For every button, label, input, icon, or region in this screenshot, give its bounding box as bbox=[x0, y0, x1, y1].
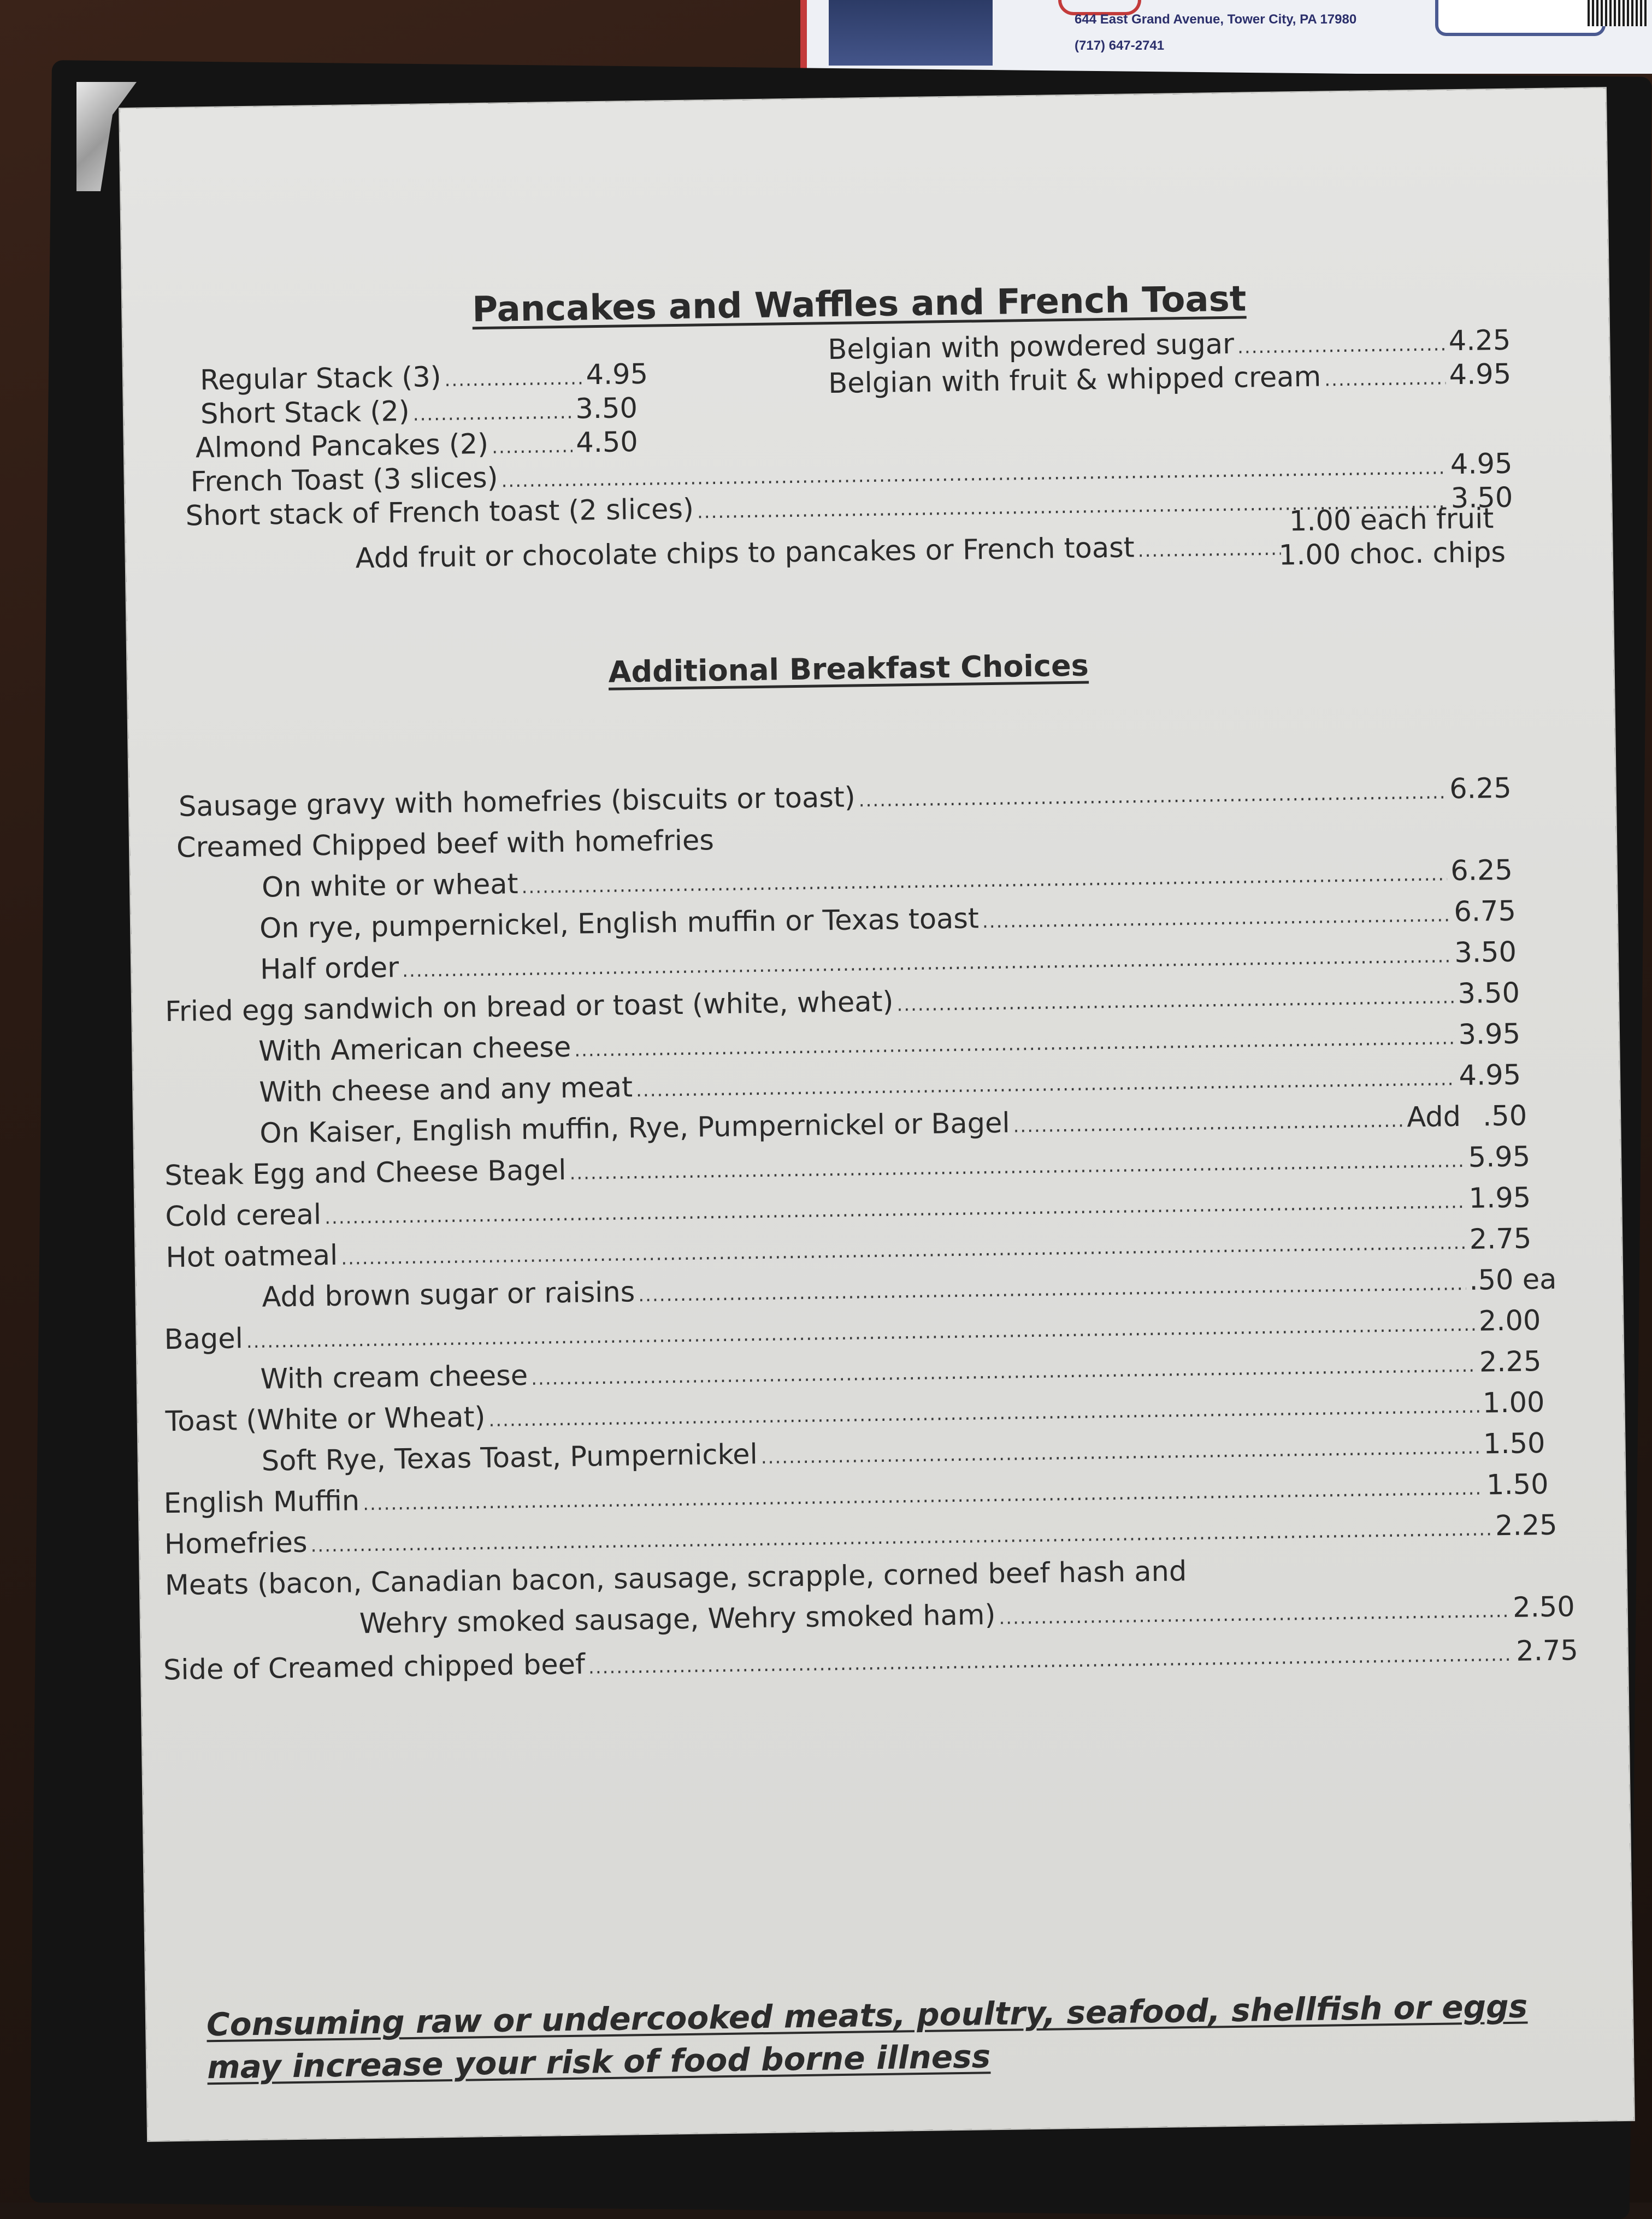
item-extra: Add bbox=[1406, 1101, 1461, 1134]
menu-item bbox=[359, 1591, 1576, 1640]
item-price: 6.25 bbox=[1450, 854, 1513, 888]
item-price: 4.50 bbox=[575, 426, 639, 459]
item-price: 4.25 bbox=[1448, 324, 1511, 358]
dot-leader bbox=[638, 1273, 1466, 1306]
menu-item bbox=[200, 392, 638, 430]
item-price: .50 bbox=[1482, 1100, 1527, 1133]
menu-item bbox=[261, 1427, 1545, 1478]
menu-item bbox=[176, 813, 1510, 864]
item-price: 2.25 bbox=[1479, 1345, 1542, 1379]
item-label: Bagel bbox=[164, 1323, 244, 1356]
item-price: 3.50 bbox=[1450, 481, 1513, 515]
item-label: Soft Rye, Texas Toast, Pumpernickel bbox=[261, 1438, 758, 1478]
menu-item bbox=[200, 358, 648, 397]
item-label: With cheese and any meat bbox=[258, 1071, 633, 1109]
item-label: On rye, pumpernickel, English muffin or Texas toast bbox=[259, 902, 980, 945]
menu-item bbox=[179, 772, 1512, 823]
item-price: 2.25 bbox=[1495, 1509, 1558, 1543]
item-label: Creamed Chipped beef with homefries bbox=[176, 824, 715, 864]
item-label: French Toast (3 slices) bbox=[190, 462, 498, 499]
dot-leader bbox=[324, 1191, 1466, 1229]
item-price: 3.50 bbox=[1454, 936, 1517, 970]
item-label: Hot oatmeal bbox=[166, 1239, 338, 1274]
menu-item bbox=[195, 426, 638, 464]
menu-item bbox=[260, 936, 1517, 986]
menu-page bbox=[120, 88, 1634, 2141]
dot-leader bbox=[444, 367, 583, 391]
item-label: Toast (White or Wheat) bbox=[165, 1401, 486, 1438]
menu-item bbox=[163, 1634, 1579, 1686]
dot-leader bbox=[246, 1314, 1476, 1353]
menu-item bbox=[262, 1264, 1557, 1314]
item-label: Belgian with fruit & whipped cream bbox=[828, 361, 1321, 400]
item-label: On white or wheat bbox=[261, 868, 518, 904]
menu-item bbox=[259, 1100, 1527, 1149]
item-price: 4.95 bbox=[1459, 1059, 1521, 1093]
item-label: Short Stack (2) bbox=[200, 395, 410, 431]
item-label: Sausage gravy with homefries (biscuits or toast) bbox=[178, 781, 856, 823]
menu-item bbox=[258, 1018, 1521, 1068]
item-label: Homefries bbox=[164, 1526, 308, 1561]
dot-leader bbox=[488, 1396, 1479, 1431]
item-price: 1.95 bbox=[1468, 1182, 1531, 1215]
item-label: On Kaiser, English muffin, Rye, Pumpernickel or Bagel bbox=[259, 1107, 1010, 1150]
item-price: 2.75 bbox=[1515, 1634, 1579, 1668]
dot-leader bbox=[1237, 333, 1446, 358]
dot-leader bbox=[858, 781, 1446, 811]
flyer-photo bbox=[829, 0, 993, 66]
menu-item bbox=[262, 854, 1513, 904]
item-label: Cold cereal bbox=[165, 1199, 322, 1234]
background-flyer bbox=[800, 0, 1652, 74]
item-price: 2.00 bbox=[1478, 1305, 1541, 1338]
item-label: With cream cheese bbox=[260, 1359, 528, 1396]
item-label: Short stack of French toast (2 slices) bbox=[185, 493, 694, 533]
item-price: 6.25 bbox=[1449, 772, 1512, 806]
flyer-logo-badge bbox=[1435, 0, 1606, 36]
item-price: 4.95 bbox=[586, 358, 648, 392]
item-label: Almond Pancakes (2) bbox=[195, 428, 489, 465]
menu-item bbox=[259, 1059, 1521, 1109]
dot-leader bbox=[531, 1355, 1476, 1390]
menu-item bbox=[259, 895, 1517, 945]
item-price: 3.50 bbox=[1458, 977, 1520, 1011]
item-price: 2.50 bbox=[1512, 1591, 1576, 1624]
dot-leader bbox=[412, 402, 572, 426]
item-label: Wehry smoked sausage, Wehry smoked ham) bbox=[359, 1599, 996, 1640]
item-label: Fried egg sandwich on bread or toast (white, wheat) bbox=[164, 985, 894, 1029]
dot-leader bbox=[1013, 1110, 1403, 1137]
item-label: With American cheese bbox=[258, 1031, 571, 1068]
dot-leader bbox=[1138, 538, 1281, 562]
flyer-phone: (717) 647-2741 bbox=[1075, 38, 1165, 53]
item-price: 4.95 bbox=[1450, 447, 1513, 481]
item-label: Belgian with powdered sugar bbox=[828, 328, 1235, 367]
dot-leader bbox=[569, 1150, 1465, 1184]
item-price: 6.75 bbox=[1453, 895, 1517, 929]
dot-leader bbox=[310, 1518, 1492, 1556]
item-label: Meats (bacon, Canadian bacon, sausage, scrapple, corned beef hash and bbox=[164, 1555, 1187, 1602]
dot-leader bbox=[363, 1478, 1483, 1515]
menu-item bbox=[260, 1345, 1542, 1396]
item-label: Add brown sugar or raisins bbox=[262, 1276, 635, 1314]
barcode-icon bbox=[1588, 0, 1648, 26]
dot-leader bbox=[896, 986, 1455, 1016]
item-price-fruit: 1.00 each fruit bbox=[1289, 503, 1494, 538]
item-label: Steak Egg and Cheese Bagel bbox=[164, 1154, 567, 1193]
item-label: Regular Stack (3) bbox=[199, 361, 441, 397]
item-price: 5.95 bbox=[1468, 1141, 1531, 1174]
item-label: Add fruit or chocolate chips to pancakes or French toast bbox=[355, 532, 1135, 575]
item-price-chips: 1.00 choc. chips bbox=[1278, 536, 1506, 572]
dot-leader bbox=[1324, 367, 1446, 391]
dot-leader bbox=[982, 904, 1451, 933]
item-price: .50 ea bbox=[1468, 1263, 1557, 1297]
item-price: 3.50 bbox=[575, 392, 638, 426]
item-price: 4.95 bbox=[1449, 358, 1512, 392]
item-price: 1.50 bbox=[1483, 1427, 1545, 1461]
item-label: Side of Creamed chipped beef bbox=[163, 1648, 586, 1687]
menu-item-addon bbox=[355, 529, 1284, 575]
item-label: English Muffin bbox=[163, 1485, 360, 1520]
flyer-address: 644 East Grand Avenue, Tower City, PA 17980 bbox=[1075, 12, 1357, 27]
dot-leader bbox=[402, 945, 1452, 982]
dot-leader bbox=[588, 1644, 1513, 1679]
dot-leader bbox=[999, 1600, 1509, 1629]
item-price: 1.00 bbox=[1482, 1386, 1545, 1420]
dot-leader bbox=[636, 1068, 1456, 1101]
dot-leader bbox=[521, 863, 1447, 898]
food-safety-warning: Consuming raw or undercooked meats, poultry, seafood, shellfish or eggs may increase your risk of food borne illness bbox=[206, 1987, 1528, 2086]
item-label: Half order bbox=[259, 952, 399, 986]
dot-leader bbox=[761, 1437, 1480, 1468]
section-heading-pancakes: Pancakes and Waffles and French Toast bbox=[471, 279, 1247, 331]
item-price: 3.95 bbox=[1458, 1018, 1521, 1052]
section-heading-additional: Additional Breakfast Choices bbox=[608, 648, 1089, 689]
dot-leader bbox=[574, 1027, 1455, 1061]
item-price: 1.50 bbox=[1486, 1468, 1549, 1502]
dot-leader bbox=[341, 1232, 1466, 1270]
dot-leader bbox=[492, 435, 573, 458]
item-price: 2.75 bbox=[1469, 1223, 1532, 1256]
